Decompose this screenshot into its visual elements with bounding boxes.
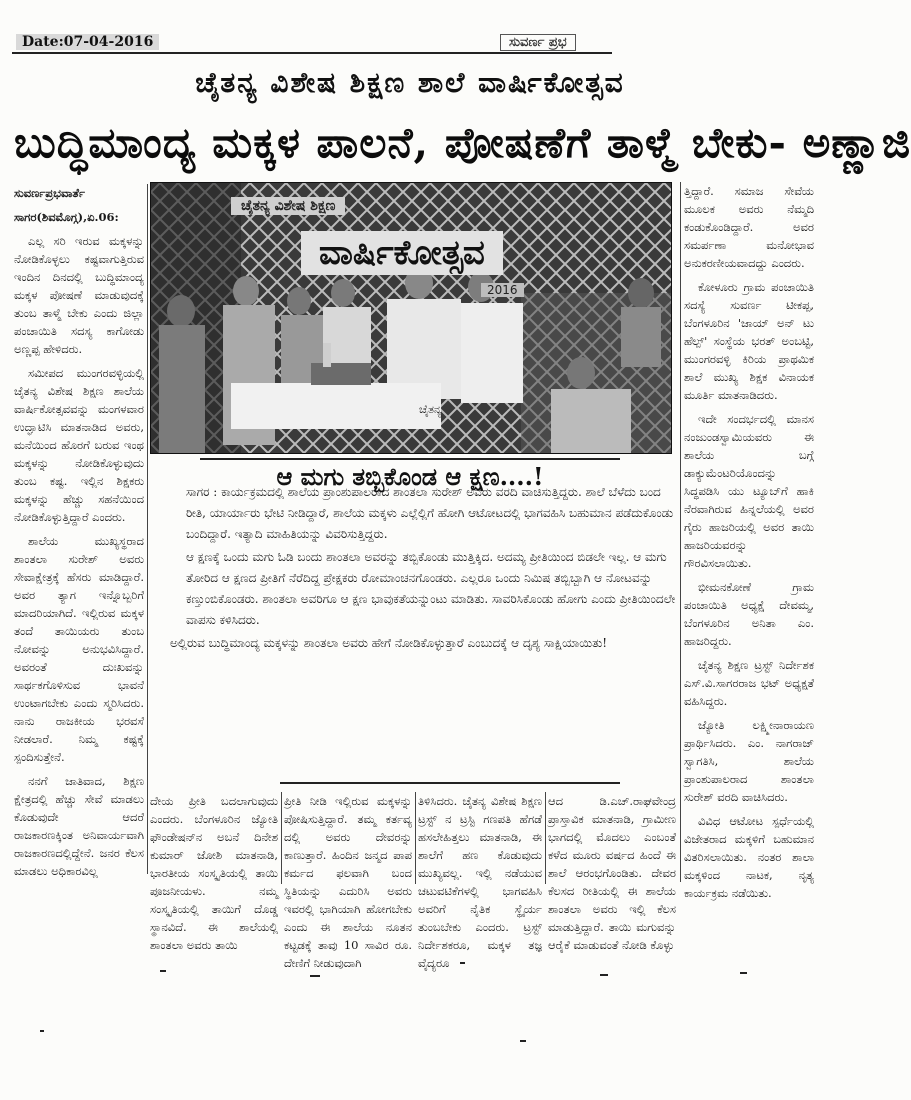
table-banner: ಚೈತನ್ಯ <box>419 403 442 416</box>
paragraph: ವಿವಿಧ ಆಟೋಟ ಸ್ಪರ್ಧೆಯಲ್ಲಿ ವಿಜೇತರಾದ ಮಕ್ಕಳಿಗೆ ಬಹುಮಾನ ವಿತರಿಸಲಾಯಿತು. ನಂತರ ಶಾಲಾ ಮಕ್ಕಳಿಂದ ನಾಟಕ, ನೃತ್ಯ ಕಾರ್ಯಕ್ರಮ ನಡೆಯಿತು. <box>684 814 814 900</box>
paragraph: ಸಮೀಪದ ಮುಂಗರವಳ್ಳಿಯಲ್ಲಿ ಚೈತನ್ಯ ವಿಶೇಷ ಶಿಕ್ಷಣ ಶಾಲೆಯ ವಾರ್ಷಿಕೋತ್ಸವವನ್ನು ಮಂಗಳವಾರ ಉದ್ಘಾಟಿಸಿ ಮಾತನಾಡಿದ ಅವರು, ಮನೆಯಿಂದ ಹೊರಗೆ ಬರುವ ಇಂಥ ಮಕ್ಕಳನ್ನು ನೋಡಿಕೊಳ್ಳುವುದು ತುಂಬ ಕಷ್ಟ. ಇಲ್ಲಿನ ಶಿಕ್ಷಕರು ಮಕ್ಕಳನ್ನು ಹೆಚ್ಚು ಸಹನೆಯಿಂದ ನೋಡಿಕೊಳ್ಳುತ್ತಿದ್ದಾರೆ ಎಂದರು. <box>14 366 144 524</box>
paragraph: ಪ್ರೀತಿ ನೀಡಿ ಇಲ್ಲಿರುವ ಮಕ್ಕಳನ್ನು ಪೋಷಿಸುತ್ತಿದ್ದಾರೆ. ತಮ್ಮ ಕರ್ತವ್ಯ ದಲ್ಲಿ ಅವರು ದೇವರನ್ನು ಕಾಣುತ್ತಾರೆ. ಹಿಂದಿನ ಜನ್ಮದ ಪಾಪ ಕರ್ಮದ ಫಲವಾಗಿ ಬಂದ ಸ್ಥಿತಿಯನ್ನು ಎದುರಿಸಿ ಅವರು ಇವರಲ್ಲಿ ಭಾಗಿಯಾಗಿ ಹೋಗಬೇಕು ಎಂದು ಈ ಶಾಲೆಯ ನೂತನ ಕಟ್ಟಡಕ್ಕೆ ತಾವು 10 ಸಾವಿರ ರೂ. ದೇಣಿಗೆ ನೀಡುವುದಾಗಿ <box>284 794 412 970</box>
paragraph: ಜ್ಯೋತಿ ಲಕ್ಷ್ಮೀನಾರಾಯಣ ಪ್ರಾರ್ಥಿಸಿದರು. ಎಂ. ನಾಗರಾಜ್ ಸ್ವಾಗತಿಸಿ, ಶಾಲೆಯ ಪ್ರಾಂಶುಪಾಲರಾದ ಶಾಂತಲಾ ಸುರೇಶ್ ವರದಿ ವಾಚಿಸಿದರು. <box>684 718 814 804</box>
column-rule <box>415 792 416 884</box>
column-rule <box>545 792 546 884</box>
sidebox-paragraph: ಸಾಗರ : ಕಾರ್ಯಕ್ರಮದಲ್ಲಿ ಶಾಲೆಯ ಪ್ರಾಂಶುಪಾಲರಾದ ಶಾಂತಲಾ ಸುರೇಶ್ ಅವರು ವರದಿ ವಾಚಿಸುತ್ತಿದ್ದರು. ಶಾಲೆ ಬೆಳೆದು ಬಂದ ರೀತಿ, ಯಾರ್ಯಾರು ಭೇಟಿ ನೀಡಿದ್ದಾರೆ, ಶಾಲೆಯ ಮಕ್ಕಳು ಎಲ್ಲೆಲ್ಲಿಗೆ ಹೋಗಿ ಆಟೋಟದಲ್ಲಿ ಭಾಗವಹಿಸಿ ಬಹುಮಾನ ಪಡೆದುಕೊಂಡು ಬಂದಿದ್ದಾರೆ. ಇತ್ಯಾದಿ ಮಾಹಿತಿಯನ್ನು ವಿವರಿಸುತ್ತಿದ್ದರು. <box>186 485 674 541</box>
event-photo <box>150 182 672 454</box>
speck <box>740 972 747 974</box>
paragraph: ಶಾಲೆಯ ಮುಖ್ಯಸ್ಥರಾದ ಶಾಂತಲಾ ಸುರೇಶ್ ಅವರು ಸೇವಾಕ್ಷೇತ್ರಕ್ಕೆ ಹೆಸರು ಮಾಡಿದ್ದಾರೆ. ಅವರ ತ್ಯಾಗ ಇನ್ನೊಬ್ಬರಿಗೆ ಮಾದರಿಯಾಗಿದೆ. ಇಲ್ಲಿರುವ ಮಕ್ಕಳ ತಂದೆ ತಾಯಿಯರು ತುಂಬ ನೋವನ್ನು ಅನುಭವಿಸಿದ್ದಾರೆ. ಅವರಂತೆ ದುಃಖವನ್ನು ಸಾರ್ಥಕಗೊಳಿಸುವ ಭಾವನೆ ಉಂಟಾಗಬೇಕು ಎಂದು ಸ್ಮರಿಸಿದರು. ನಾನು ರಾಜಕೀಯ ಭರವಸೆ ನೀಡಲಾರೆ. ನಿಮ್ಮ ಕಷ್ಟಕ್ಕೆ ಸ್ಪಂದಿಸುತ್ತೇನೆ. <box>14 534 144 764</box>
speck <box>460 962 465 964</box>
photo-scene <box>151 183 671 453</box>
paragraph: ಕೋಳೂರು ಗ್ರಾಮ ಪಂಚಾಯಿತಿ ಸದಸ್ಯೆ ಸುವರ್ಣ ಟೀಕಪ್ಪ, ಬೆಂಗಳೂರಿನ 'ಜಾಯ್ ಅನ್ ಟು ಹೆಲ್ಪ್' ಸಂಸ್ಥೆಯ ಭರತ್ ಅಂಬಟ್ಟಿ, ಮುಂಗರವಳ್ಳಿ ಕಿರಿಯ ಪ್ರಾಥಮಿಕ ಶಾಲೆ ಮುಖ್ಯ ಶಿಕ್ಷಕ ವಿನಾಯಕ ಮೂರ್ತಿ ಮಾತನಾಡಿದರು. <box>684 280 814 402</box>
column-rule <box>680 182 681 882</box>
article-column-3 <box>284 792 412 970</box>
article-column-5 <box>548 792 676 952</box>
paragraph: ತ್ತಿದ್ದಾರೆ. ಸಮಾಜ ಸೇವೆಯ ಮೂಲಕ ಅವರು ನೆಮ್ಮದಿ ಕಂಡುಕೊಂಡಿದ್ದಾರೆ. ಅವರ ಸಮರ್ಪಣಾ ಮನೋಭಾವ ಅನುಕರಣೀಯವಾದದ್ದು ಎಂದರು. <box>684 184 814 270</box>
article-column-1 <box>14 184 144 878</box>
photo-banner-line-2: ವಾರ್ಷಿಕೋತ್ಸವ <box>301 231 503 275</box>
paragraph: ನನಗೆ ಜಾತಿವಾದ, ಶಿಕ್ಷಣ ಕ್ಷೇತ್ರದಲ್ಲಿ ಹೆಚ್ಚು ಸೇವೆ ಮಾಡಲು ಕೊಡುವುದೇ ಆದರೆ ರಾಜಕಾರಣಕ್ಕಿಂತ ಅನಿವಾರ್ಯವಾಗಿ ರಾಜಕಾರಣದಲ್ಲಿದ್ದೇನೆ. ಜನರ ಕೆಲಸ ಮಾಡಲು ಅಧಿಕಾರವಿಲ್ಲ <box>14 774 144 878</box>
sidebox-bottom-rule <box>280 782 620 784</box>
article-headline: ಬುದ್ಧಿಮಾಂದ್ಯ ಮಕ್ಕಳ ಪಾಲನೆ, ಪೋಷಣೆಗೆ ತಾಳ್ಮೆ ಬೇಕು- ಅಣ್ಣಾಜಿ <box>14 118 911 167</box>
article-column-4 <box>418 792 542 970</box>
speck <box>520 1040 526 1042</box>
clip-date: Date:07-04-2016 <box>16 34 159 50</box>
paragraph: ಚೈತನ್ಯ ಶಿಕ್ಷಣ ಟ್ರಸ್ಟ್ ನಿರ್ದೇಶಕ ಎಸ್.ವಿ.ಸಾಗರರಾಜ ಭಟ್ ಅಧ್ಯಕ್ಷತೆ ವಹಿಸಿದ್ದರು. <box>684 658 814 708</box>
sidebox-paragraph: ಅಲ್ಲಿರುವ ಬುದ್ಧಿಮಾಂದ್ಯ ಮಕ್ಕಳನ್ನು ಶಾಂತಲಾ ಅವರು ಹೇಗೆ ನೋಡಿಕೊಳ್ಳುತ್ತಾರೆ ಎಂಬುದಕ್ಕೆ ಆ ದೃಶ್ಯ ಸಾಕ್ಷಿಯಾಯಿತು! <box>170 636 608 650</box>
article-kicker: ಚೈತನ್ಯ ವಿಶೇಷ ಶಿಕ್ಷಣ ಶಾಲೆ ವಾರ್ಷಿಕೋತ್ಸವ <box>195 66 625 99</box>
photo-banner-line-1: ಚೈತನ್ಯ ವಿಶೇಷ ಶಿಕ್ಷಣ <box>231 197 345 215</box>
masthead-strip <box>12 34 612 54</box>
paragraph: ತಿಳಿಸಿದರು. ಚೈತನ್ಯ ವಿಶೇಷ ಶಿಕ್ಷಣ ಟ್ರಸ್ಟ್ ನ ಟ್ರಸ್ಟಿ ಗಣಪತಿ ಹೆಗಡೆ ಹಸಲೇಹಿತ್ತಲು ಮಾತನಾಡಿ, ಈ ಶಾಲೆಗೆ ಹಣ ಕೊಡುವುದು ಮುಖ್ಯವಲ್ಲ. ಇಲ್ಲಿ ನಡೆಯುವ ಚಟುವಟಿಕೆಗಳಲ್ಲಿ ಭಾಗವಹಿಸಿ ಅವರಿಗೆ ನೈತಿಕ ಸ್ಥೈರ್ಯ ತುಂಬಬೇಕು ಎಂದರು. ಟ್ರಸ್ಟ್ ನಿರ್ದೇಶಕರೂ, ಮಕ್ಕಳ ತಜ್ಞ ವೈದ್ಯರೂ <box>418 794 542 970</box>
speck <box>600 974 608 976</box>
sidebox <box>150 482 678 788</box>
speck <box>160 970 166 972</box>
paragraph: ಭೀಮನಕೋಣೆ ಗ್ರಾಮ ಪಂಚಾಯಿತಿ ಅಧ್ಯಕ್ಷೆ ದೇವಮ್ಮ, ಬೆಂಗಳೂರಿನ ಅನಿತಾ ಎಂ. ಹಾಜರಿದ್ದರು. <box>684 580 814 648</box>
column-rule <box>147 184 148 874</box>
photo-banner-line-3: 2016 <box>481 283 524 297</box>
column-rule <box>281 792 282 884</box>
paragraph: ಇದೇ ಸಂದರ್ಭದಲ್ಲಿ ಮಾನಸ ನಂಜುಂಡಸ್ವಾಮಿಯವರು ಈ ಶಾಲೆಯ ಬಗ್ಗೆ ಡಾಕ್ಯುಮೆಂಟರಿಯೊಂದನ್ನು ಸಿದ್ಧಪಡಿಸಿ ಯು ಟ್ಯೂಬ್‌ಗೆ ಹಾಕಿ ನೆರವಾಗಿರುವ ಹಿನ್ನಲೆಯಲ್ಲಿ ಅವರ ಗೈರು ಹಾಜರಿಯಲ್ಲಿ ಅವರ ತಾಯಿ ಹಾಜರಿಯವರನ್ನು ಗೌರವಿಸಲಾಯಿತು. <box>684 412 814 570</box>
sidebox-paragraph: ಆ ಕ್ಷಣಕ್ಕೆ ಒಂದು ಮಗು ಓಡಿ ಬಂದು ಶಾಂತಲಾ ಅವರನ್ನು ತಬ್ಬಿಕೊಂಡು ಮುತ್ತಿಕ್ಕಿದ. ಅದಮ್ಯ ಪ್ರೀತಿಯಿಂದ ಬಿಡಲೇ ಇಲ್ಲ. ಆ ಮಗು ತೋರಿದ ಆ ಕ್ಷಣದ ಪ್ರೀತಿಗೆ ನೆರೆದಿದ್ದ ಪ್ರೇಕ್ಷಕರು ರೋಮಾಂಚನಗೊಂಡರು. ಎಲ್ಲರೂ ಒಂದು ನಿಮಿಷ ತಬ್ಬಿಬ್ಬಾಗಿ ಆ ನೋಟವನ್ನು ಕಣ್ತುಂಬಿಕೊಂಡರು. ಶಾಂತಲಾ ಅವರಿಗೂ ಆ ಕ್ಷಣ ಭಾವುಕತೆಯನ್ನುಂಟು ಮಾಡಿತು. ಸಾವರಿಸಿಕೊಂಡು ಹೋಗು ಎಂದು ಪ್ರೀತಿಯಿಂದಲೇ ವಾಪಸು ಕಳಿಸಿದರು. <box>186 550 676 627</box>
speck <box>40 1030 44 1032</box>
speck <box>310 975 320 977</box>
paragraph: ದೇಯ ಪ್ರೀತಿ ಬದಲಾಗುವುದು ಎಂದರು. ಬೆಂಗಳೂರಿನ ಜ್ಯೋತಿ ಫೌಂಡೇಷನ್‌ನ ಅಬನೆ ದಿನೇಶ ಕುಮಾರ್ ಜೋಶಿ ಮಾತನಾಡಿ, ಭಾರತೀಯ ಸಂಸ್ಕೃತಿಯಲ್ಲಿ ತಾಯಿ ಪೂಜನೀಯಳು. ನಮ್ಮ ಸಂಸ್ಕೃತಿಯಲ್ಲಿ ತಾಯಿಗೆ ದೊಡ್ಡ ಸ್ಥಾನವಿದೆ. ಈ ಶಾಲೆಯಲ್ಲಿ ಶಾಂತಲಾ ಅವರು ತಾಯಿ <box>150 794 278 952</box>
sidebox-title: ಆ ಮಗು ತಬ್ಬಿಕೊಂಡ ಆ ಕ್ಷಣ....! <box>200 458 620 491</box>
paragraph: ಆದ ಡಿ.ಎಚ್.ರಾಘವೇಂದ್ರ ಪ್ರಾಸ್ತಾವಿಕ ಮಾತನಾಡಿ, ಗ್ರಾಮೀಣ ಭಾಗದಲ್ಲಿ ಮೊದಲು ಎಂಬಂತೆ ಕಳೆದ ಮೂರು ವರ್ಷದ ಹಿಂದೆ ಈ ಶಾಲೆ ಆರಂಭಗೊಂಡಿತು. ದೇವರ ಕೆಲಸದ ರೀತಿಯಲ್ಲಿ ಈ ಶಾಲೆಯ ಶಾಂತಲಾ ಅವರು ಇಲ್ಲಿ ಕೆಲಸ ಮಾಡುತ್ತಿದ್ದಾರೆ. ತಾಯಿ ಮಗುವನ್ನು ಆರೈಕೆ ಮಾಡುವಂತೆ ನೋಡಿ ಕೊಳ್ಳು <box>548 794 676 952</box>
article-column-2 <box>150 792 278 952</box>
article-column-6 <box>684 182 814 900</box>
dateline: ಸಾಗರ(ಶಿವಮೊಗ್ಗ),ಏ.06: <box>14 210 119 224</box>
byline: ಸುವರ್ಣಪ್ರಭವಾರ್ತೆ <box>14 186 85 200</box>
newspaper-name: ಸುವರ್ಣ ಪ್ರಭ <box>500 34 576 51</box>
paragraph: ಎಲ್ಲ ಸರಿ ಇರುವ ಮಕ್ಕಳನ್ನು ನೋಡಿಕೊಳ್ಳಲು ಕಷ್ಟವಾಗುತ್ತಿರುವ ಇಂದಿನ ದಿನದಲ್ಲಿ ಬುದ್ಧಿಮಾಂದ್ಯ ಮಕ್ಕಳ ಪೋಷಣೆ ಮಾಡುವುದಕ್ಕೆ ತುಂಬ ತಾಳ್ಮೆ ಬೇಕು ಎಂದು ಜಿಲ್ಲಾ ಪಂಚಾಯಿತಿ ಸದಸ್ಯ ಕಾಗೋಡು ಅಣ್ಣಪ್ಪ ಹೇಳಿದರು. <box>14 234 144 356</box>
